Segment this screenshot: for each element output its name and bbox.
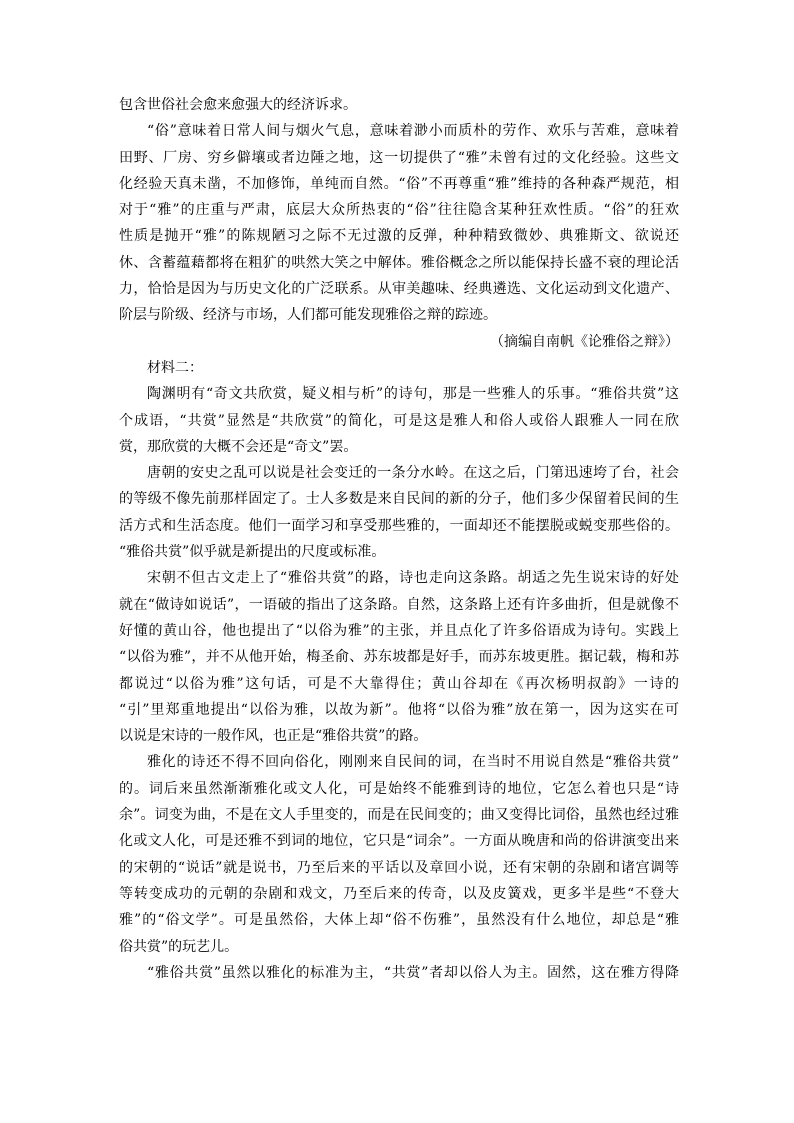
text-line: “雅俗共赏”似乎就是新提出的尺度或标准。: [119, 544, 386, 561]
document-page: [119, 92, 679, 986]
text-line: “引”里郑重地提出“以俗为雅，以故为新”。他将“以俗为雅”放在第一，因为这实在可: [119, 701, 679, 718]
text-line: “以俗为雅”，并不从他开始，梅圣俞、苏东坡都是好手，而苏东坡更胜。据记载，梅和苏: [119, 649, 679, 666]
text-line: 田野、厂房、穷乡僻壤或者边陲之地，这一切提供了“雅”未曾有过的文化经验。这些文: [119, 149, 679, 166]
text-line: “雅俗共赏”虽然以雅化的标准为主，“共赏”者却以俗人为主。固然，这在雅方得降: [147, 964, 679, 981]
paragraph-4: [119, 460, 679, 565]
text-line: 化经验天真未凿，不加修饰，单纯而自然。“俗”不再尊重“雅”维持的各种森严规范，相: [119, 175, 679, 192]
text-line: 休、含蓄蕴藉都将在粗犷的哄然大笑之中解体。雅俗概念之所以能保持长盛不衰的理论活: [119, 254, 679, 271]
paragraph-5: [119, 565, 679, 749]
paragraph-6: [119, 749, 679, 959]
text-line: 都说过“以俗为雅”这句话，可是不大靠得住；黄山谷却在《再次杨明叔韵》一诗的: [119, 675, 679, 692]
paragraph-1: [119, 92, 679, 118]
paragraph-7: [119, 960, 679, 986]
text-line: 好懂的黄山谷，他也提出了“以俗为雅”的主张，并且点化了许多俗语成为诗句。实践上: [119, 622, 679, 639]
text-line: 雅化的诗还不得不回向俗化，刚刚来自民间的词，在当时不用说自然是“雅俗共赏”: [147, 754, 679, 771]
text-line: 唐朝的安史之乱可以说是社会变迁的一条分水岭。在这之后，门第迅速垮了台，社会: [147, 465, 679, 482]
text-line: 宋朝不但古文走上了“雅俗共赏”的路，诗也走向这条路。胡适之先生说宋诗的好处: [147, 570, 679, 587]
paragraph-3: [119, 381, 679, 460]
text-line: 余”。词变为曲，不是在文人手里变的，而是在民间变的；曲又变得比词俗，虽然也经过雅: [119, 807, 679, 824]
text-line: 赏，那欣赏的大概不会还是“奇文”罢。: [119, 438, 358, 455]
text-line: 个成语，“共赏”显然是“共欣赏”的简化，可是这是雅人和俗人或俗人跟雅人一同在欣: [119, 412, 679, 429]
text-line: 包含世俗社会愈来愈强大的经济诉求。: [119, 97, 357, 113]
source-citation: （摘编自南帆《论雅俗之辩》）: [490, 333, 679, 350]
text-line: 俗共赏”的玩艺儿。: [119, 938, 239, 955]
section-heading: 材料二：: [147, 359, 203, 376]
paragraph-2: [119, 118, 679, 328]
text-line: 以说是宋诗的一般作风，也正是“雅俗共赏”的路。: [119, 728, 428, 745]
text-line: 陶渊明有“奇文共欣赏，疑义相与析”的诗句，那是一些雅人的乐事。“雅俗共赏”这: [147, 386, 679, 403]
text-line: 雅”的“俗文学”。可是虽然俗，大体上却“俗不伤雅”，虽然没有什么地位，却总是“雅: [119, 912, 679, 929]
text-line: 力，恰恰是因为与历史文化的广泛联系。从审美趣味、经典遴选、文化运动到文化遗产、: [119, 281, 679, 298]
text-line: 阶层与阶级、经济与市场，人们都可能发现雅俗之辩的踪迹。: [119, 307, 497, 324]
text-line: 的宋朝的“说话”就是说书，乃至后来的平话以及章回小说，还有宋朝的杂剧和诸宫调等: [119, 859, 679, 876]
text-line: 的等级不像先前那样固定了。士人多数是来自民间的新的分子，他们多少保留着民间的生: [119, 491, 679, 508]
text-line: 性质是抛开“雅”的陈规陋习之际不无过激的反弹，种种精致微妙、典雅斯文、欲说还: [119, 228, 679, 245]
text-line: 等转变成功的元朝的杂剧和戏文，乃至后来的传奇，以及皮簧戏，更多半是些“不登大: [119, 885, 679, 902]
text-line: 就在“做诗如说话”，一语破的指出了这条路。自然，这条路上还有许多曲折，但是就像不: [119, 596, 679, 613]
text-line: “俗”意味着日常人间与烟火气息，意味着渺小而质朴的劳作、欢乐与苦难，意味着: [147, 123, 679, 140]
text-line: 对于“雅”的庄重与严肃，底层大众所热衷的“俗”往往隐含某种狂欢性质。“俗”的狂欢: [119, 202, 679, 219]
text-line: 化或文人化，可是还雅不到词的地位，它只是“词余”。一方面从晚唐和尚的俗讲演变出来: [119, 833, 679, 850]
text-line: 活方式和生活态度。他们一面学习和享受那些雅的，一面却还不能摆脱或蜕变那些俗的。: [119, 517, 679, 534]
text-line: 的。词后来虽然渐渐雅化或文人化，可是始终不能雅到诗的地位，它怎么着也只是“诗: [119, 780, 679, 797]
